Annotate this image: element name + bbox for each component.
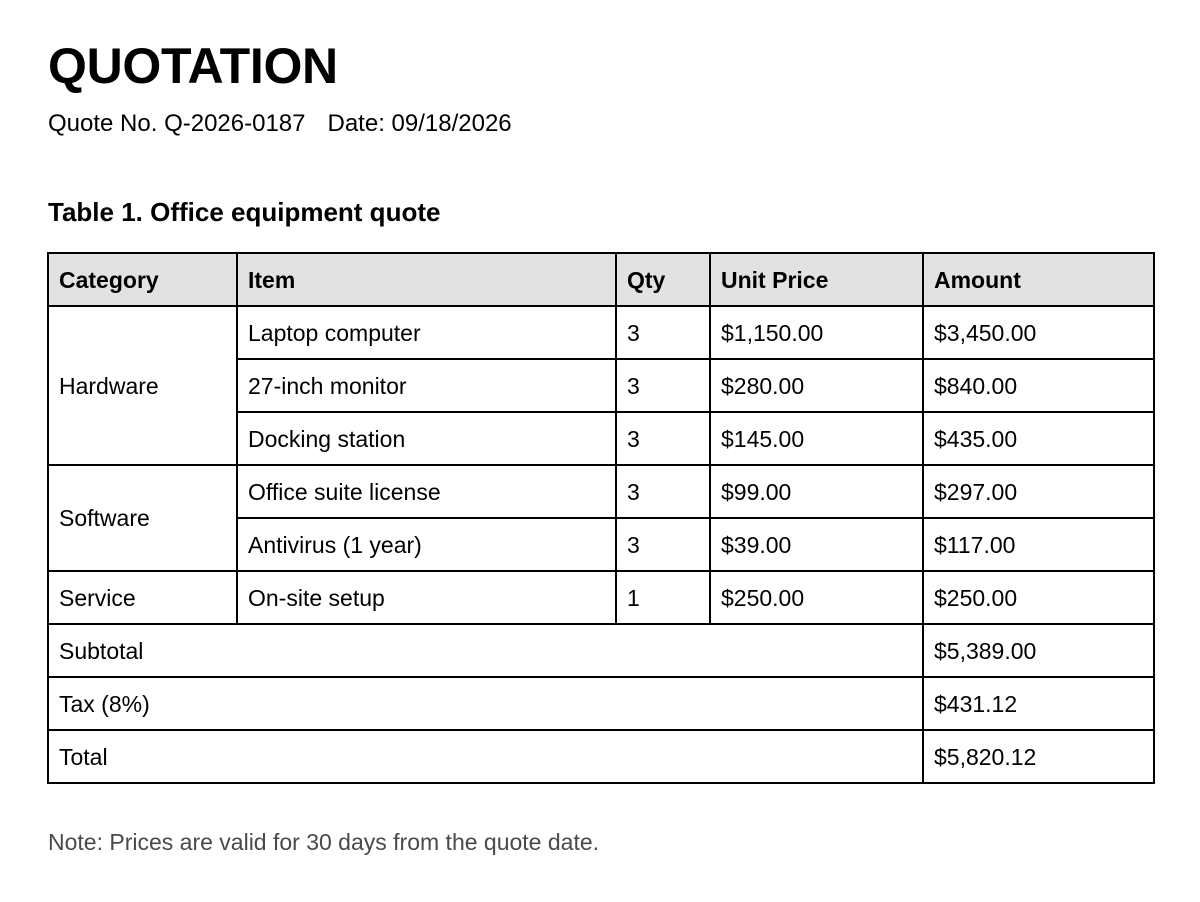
quote-date: Date: 09/18/2026 [327,110,512,137]
subtotal-label: Subtotal [48,624,923,677]
qty-cell: 3 [616,306,710,359]
document-title: QUOTATION [48,38,338,94]
item-cell: On-site setup [237,571,616,624]
total-value: $5,820.12 [923,730,1154,783]
amount-cell: $250.00 [923,571,1154,624]
category-cell: Service [48,571,237,624]
quote-table [47,252,1155,784]
amount-cell: $840.00 [923,359,1154,412]
amount-cell: $117.00 [923,518,1154,571]
item-cell: Office suite license [237,465,616,518]
total-row [48,730,1154,783]
quote-number: Quote No. Q-2026-0187 [48,110,306,137]
header-unit-price: Unit Price [710,253,923,306]
header-category: Category [48,253,237,306]
table-row [48,306,1154,359]
category-cell: Software [48,465,237,571]
subtotal-value: $5,389.00 [923,624,1154,677]
table-caption: Table 1. Office equipment quote [48,197,441,227]
category-cell: Hardware [48,306,237,465]
item-cell: Docking station [237,412,616,465]
item-cell: Laptop computer [237,306,616,359]
item-cell: Antivirus (1 year) [237,518,616,571]
tax-row [48,677,1154,730]
tax-label: Tax (8%) [48,677,923,730]
unit-price-cell: $145.00 [710,412,923,465]
unit-price-cell: $39.00 [710,518,923,571]
amount-cell: $3,450.00 [923,306,1154,359]
unit-price-cell: $280.00 [710,359,923,412]
quote-meta [48,110,512,138]
item-cell: 27-inch monitor [237,359,616,412]
qty-cell: 1 [616,571,710,624]
amount-cell: $435.00 [923,412,1154,465]
unit-price-cell: $99.00 [710,465,923,518]
subtotal-row [48,624,1154,677]
header-amount: Amount [923,253,1154,306]
unit-price-cell: $250.00 [710,571,923,624]
qty-cell: 3 [616,518,710,571]
header-qty: Qty [616,253,710,306]
tax-value: $431.12 [923,677,1154,730]
table-row [48,465,1154,518]
table-row [48,571,1154,624]
header-item: Item [237,253,616,306]
qty-cell: 3 [616,465,710,518]
total-label: Total [48,730,923,783]
qty-cell: 3 [616,359,710,412]
qty-cell: 3 [616,412,710,465]
validity-note: Note: Prices are valid for 30 days from the quote date. [48,829,600,855]
table-header-row [48,253,1154,306]
unit-price-cell: $1,150.00 [710,306,923,359]
amount-cell: $297.00 [923,465,1154,518]
